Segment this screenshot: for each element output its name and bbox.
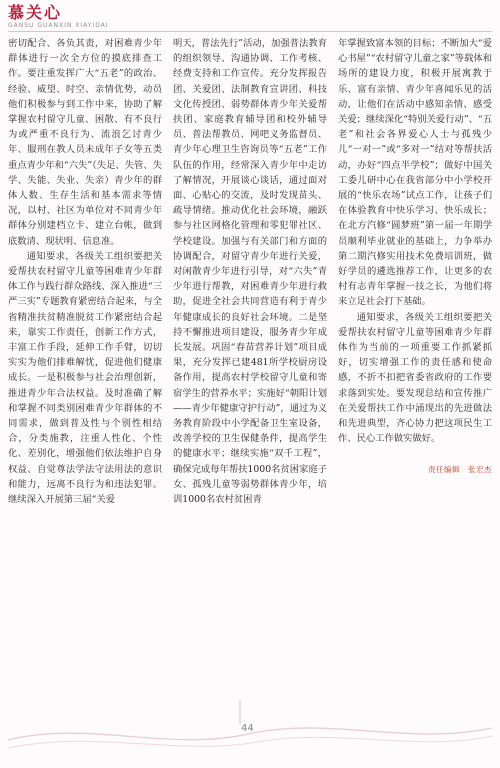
page-number: 44 <box>241 723 254 734</box>
paragraph: 年掌握致富本领的目标；不断加大“爱心书屋”“农村留守儿童之家”等载体和场所的建设力度，积极开展寓教于乐、富有亲情、青少年喜闻乐见的活动，让他们在活动中感知亲情、感受关爱；继续深化“特别关爱行动”、“五老”和社会各界爱心人士与孤残少儿“一对一”或“多对一”结对等帮扶活动，办好“四点半学校”；做好中国关工委儿研中心在我省部分中小学校开展的“快乐农场”试点工作，让孩子们在体验教育中快乐学习、快乐成长；在北方汽修“圆梦班”第一届一年期学员顺利毕业就业的基础上，力争举办第二期汽修实用技术免费培训班，做好学员的遴选推荐工作，让更多的农村有志青年掌握一技之长，为他们将来立足社会打下基础。 <box>338 38 492 308</box>
column-1 <box>8 36 162 696</box>
masthead <box>8 4 158 32</box>
paragraph: 通知要求，各级关工组织要把关爱帮扶农村留守儿童等困难青少年群体工作与践行群众路线、深入推进“三严三实”专题教育紧密结合起来，与全省精准扶贫精准脱贫工作紧密结合起来，靠实工作责任，创新工作方式，丰富工作手段，延伸工作手臂，切切实实为他们排难解忧，促进他们健康成长。一是积极参与社会治理创新，推进青少年合法权益。及时准确了解和掌握不同类别困难青少年群体的不同需求，做到普及性与个别性相结合，分类施教，注重人性化、个性化、差别化，增强他们依法维护自身权益、自觉尊法学法守法用法的意识和能力，远离不良行为和违法犯罪。继续深入开展第三届“关爱 <box>8 250 162 506</box>
masthead-title: 慕关心 <box>8 3 63 22</box>
paragraph: 明天，普法先行”活动，加强普法教育的组织领导、沟通协调、工作考核、经费支持和工作宣传。充分发挥报告团、关爱团、法制教育宣讲团、科技文化传授团、弱势群体青少年关爱帮扶团、家庭教育辅导团和校外辅导员、普法帮教员、网吧义务监督员、青少年心理卫生咨询员等“五老”工作队伍的作用，经常深入青少年中走访了解情况，开展谈心谈话，通过面对面、心贴心的交流，及时发现苗头、疏导情绪。推动优化社会环境，融跃参与社区网格化管理和零犯罪社区、学校建设。加强与有关部门和方面的协调配合，对留守青少年进行关爱，对闲散青少年进行引导，对“六失”青少年进行帮教，对困难青少年进行救助，促进全社会共同营造有利于青少年健康成长的良好社会环境。二是坚持不懈推进项目建设，服务青少年成长发展。巩固“春苗营养计划”项目成果，充分发挥已建481所学校厨房设备作用，提高农村学校留守儿童和寄宿学生的营养水平；实施好“朝阳计划——青少年健康守护行动”，通过为义务教育阶段中小学配备卫生室设备，改善学校的卫生保健条件，提高学生的健康水平；继续实施“双千工程”，确保完成每年帮扶1000名贫困家庭子女、孤残儿童等弱势群体青少年，培训1000名农村贫困青 <box>173 38 327 506</box>
column-2 <box>173 36 327 696</box>
editor-credit: 责任编辑 张宏杰 <box>428 465 492 475</box>
column-3 <box>338 36 492 696</box>
masthead-subtitle: GANSU GUANXIN XIAYIDAI <box>8 22 109 29</box>
paragraph: 通知要求，各级关工组织要把关爱帮扶农村留守儿童等困难青少年群体作为当前的一项重要工作抓紧抓好，切实增强工作的责任感和使命感，不折不扣把省委省政府的工作要求落到实处。要发现总结和宣传推广在关爱帮扶工作中涌现出的先进做法和先进典型，齐心协力把这项民生工作、民心工作做实做好。 <box>338 311 492 445</box>
article-body <box>8 36 492 696</box>
header-divider <box>8 31 492 32</box>
paragraph: 密切配合、各负其责，对困难青少年群体进行一次全方位的摸底排查工作。要注重发挥广大“五老”的政治、经验、威望、时空、亲情优势，动员他们积极参与到工作中来，协助了解掌握农村留守儿童、困散、有不良行为或严重不良行为、流浪乞讨青少年、服刑在教人员未成年子女等五类重点青少年和“六失”（失足、失管、失学、失能、失业、失亲）青少年的群体人数、生存生活和基本需求等情况，以村、社区为单位对不同青少年群体分别建档立卡、建立台帐，做到底数清、现状明、信息准。 <box>8 38 162 247</box>
